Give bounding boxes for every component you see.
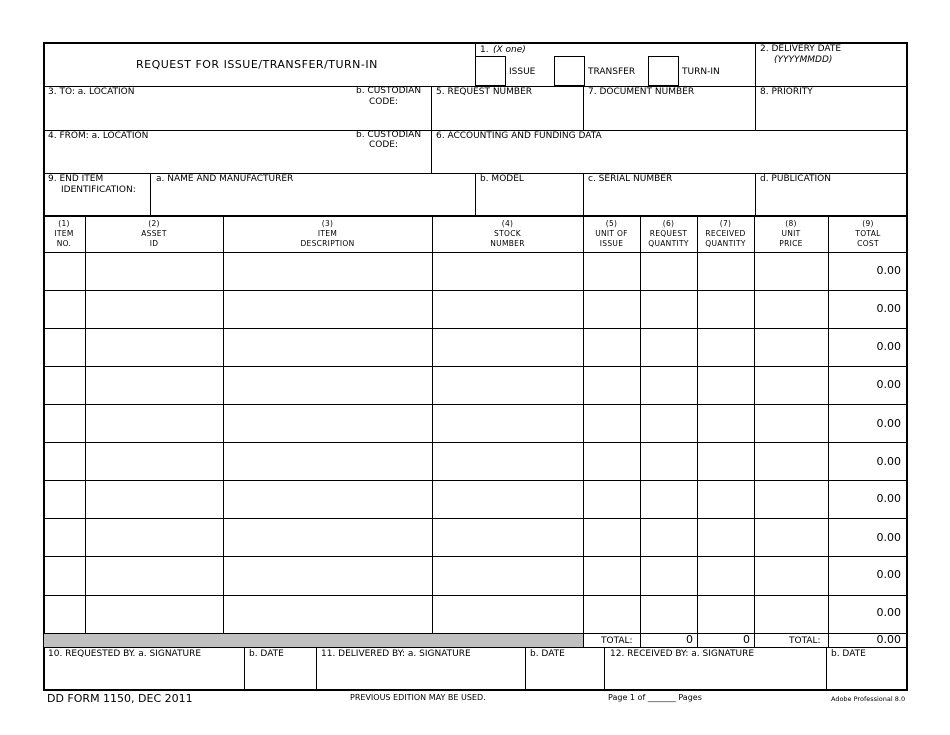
- table-row[interactable]: [44, 405, 907, 442]
- row-total-cost: 0.00: [876, 455, 901, 468]
- table-row[interactable]: [44, 443, 907, 480]
- row-total-cost: 0.00: [876, 378, 901, 391]
- divider: [43, 647, 908, 648]
- from-location-label: 4. FROM: a. LOCATION: [48, 131, 149, 141]
- previous-edition-notice: PREVIOUS EDITION MAY BE USED.: [350, 693, 486, 702]
- table-row[interactable]: [44, 329, 907, 366]
- divider: [826, 647, 827, 691]
- divider: [583, 86, 584, 130]
- from-custodian-code-field[interactable]: [355, 151, 429, 171]
- turn-in-checkbox[interactable]: [648, 56, 679, 86]
- requested-by-date-field[interactable]: [246, 661, 314, 689]
- column-header-asset-id: (2) ASSET ID: [141, 219, 167, 248]
- to-custodian-label: b. CUSTODIAN: [356, 86, 422, 96]
- accounting-label: 6. ACCOUNTING AND FUNDING DATA: [436, 131, 602, 141]
- divider: [43, 215, 908, 217]
- priority-label: 8. PRIORITY: [760, 87, 813, 97]
- received-by-label: 12. RECEIVED BY: a. SIGNATURE: [610, 649, 755, 659]
- column-header-request-quantity: (6) REQUEST QUANTITY: [648, 219, 689, 248]
- delivery-date-label: 2. DELIVERY DATE: [760, 44, 842, 54]
- form-title: REQUEST FOR ISSUE/TRANSFER/TURN-IN: [136, 58, 378, 71]
- total-request-quantity: 0: [686, 633, 693, 646]
- issue-checkbox[interactable]: [475, 56, 506, 86]
- priority-field[interactable]: [757, 98, 906, 128]
- publication-label: d. PUBLICATION: [760, 174, 832, 184]
- model-label: b. MODEL: [480, 174, 524, 184]
- to-location-label: 3. TO: a. LOCATION: [48, 87, 135, 97]
- table-row[interactable]: [44, 596, 907, 633]
- totals-label-cost: TOTAL:: [789, 636, 821, 646]
- table-row[interactable]: [44, 519, 907, 556]
- transfer-label: TRANSFER: [588, 67, 636, 77]
- row-total-cost: 0.00: [876, 417, 901, 430]
- software-version: Adobe Professional 8.0: [831, 695, 906, 703]
- delivered-by-signature-field[interactable]: [318, 661, 523, 689]
- issue-label: ISSUE: [509, 67, 536, 77]
- row-total-cost: 0.00: [876, 302, 901, 315]
- row-total-cost: 0.00: [876, 606, 901, 619]
- publication-field[interactable]: [757, 186, 906, 214]
- delivered-by-date-label: b. DATE: [530, 649, 565, 659]
- received-by-date-label: b. DATE: [831, 649, 866, 659]
- delivery-date-format: (YYYYMMDD): [774, 55, 833, 65]
- end-item-label: 9. END ITEM: [48, 174, 104, 184]
- table-row[interactable]: [44, 557, 907, 595]
- serial-number-field[interactable]: [585, 186, 753, 214]
- column-header-unit-of-issue: (5) UNIT OF ISSUE: [595, 219, 628, 248]
- from-custodian-label: b. CUSTODIAN: [356, 130, 422, 140]
- turn-in-label: TURN-IN: [682, 67, 720, 77]
- serial-number-label: c. SERIAL NUMBER: [588, 174, 673, 184]
- column-header-received-quantity: (7) RECEIVED QUANTITY: [705, 219, 746, 248]
- row-total-cost: 0.00: [876, 340, 901, 353]
- block1-number: 1.: [480, 45, 489, 55]
- transfer-checkbox[interactable]: [554, 56, 585, 86]
- divider: [244, 647, 245, 691]
- name-manufacturer-label: a. NAME AND MANUFACTURER: [156, 174, 294, 184]
- row-total-cost: 0.00: [876, 568, 901, 581]
- totals-label: TOTAL:: [601, 636, 633, 646]
- delivery-date-field[interactable]: [756, 66, 907, 85]
- row-total-cost: 0.00: [876, 531, 901, 544]
- end-item-identification-label: IDENTIFICATION:: [61, 185, 136, 195]
- form-number: DD FORM 1150, DEC 2011: [47, 692, 193, 705]
- request-number-field[interactable]: [433, 98, 581, 128]
- divider: [755, 173, 756, 216]
- table-row[interactable]: [44, 291, 907, 328]
- to-custodian-code-field[interactable]: [355, 108, 429, 128]
- delivered-by-label: 11. DELIVERED BY: a. SIGNATURE: [321, 649, 471, 659]
- page-count: Page 1 of _______ Pages: [608, 693, 702, 702]
- received-by-date-field[interactable]: [828, 661, 906, 689]
- received-by-signature-field[interactable]: [606, 661, 824, 689]
- grand-total-cost: 0.00: [876, 633, 901, 646]
- block1-instruction: (X one): [493, 45, 526, 55]
- requested-by-date-label: b. DATE: [249, 649, 284, 659]
- row-total-cost: 0.00: [876, 492, 901, 505]
- requested-by-signature-field[interactable]: [46, 661, 242, 689]
- divider: [583, 173, 584, 216]
- divider: [475, 173, 476, 216]
- to-custodian-code-label: CODE:: [369, 97, 399, 107]
- column-header-item-no: (1) ITEM NO.: [54, 219, 74, 248]
- divider: [150, 173, 151, 216]
- delivered-by-date-field[interactable]: [527, 661, 602, 689]
- total-received-quantity: 0: [743, 633, 750, 646]
- column-header-total-cost: (9) TOTAL COST: [855, 219, 881, 248]
- divider: [43, 633, 908, 634]
- table-row[interactable]: [44, 367, 907, 404]
- divider: [525, 647, 526, 691]
- divider: [316, 647, 317, 691]
- from-custodian-code-label: CODE:: [369, 140, 399, 150]
- model-field[interactable]: [477, 186, 581, 214]
- document-number-field[interactable]: [585, 98, 753, 128]
- row-total-cost: 0.00: [876, 264, 901, 277]
- name-manufacturer-field[interactable]: [152, 186, 473, 214]
- totals-shaded-area: [44, 634, 583, 647]
- to-location-field[interactable]: [46, 98, 350, 128]
- column-header-stock-number: (4) STOCK NUMBER: [490, 219, 525, 248]
- column-header-unit-price: (8) UNIT PRICE: [779, 219, 803, 248]
- column-header-item-description: (3) ITEM DESCRIPTION: [300, 219, 355, 248]
- table-row[interactable]: [44, 253, 907, 290]
- document-number-label: 7. DOCUMENT NUMBER: [588, 87, 695, 97]
- table-row[interactable]: [44, 481, 907, 518]
- divider: [604, 647, 605, 691]
- from-location-field[interactable]: [46, 142, 350, 171]
- requested-by-label: 10. REQUESTED BY. a. SIGNATURE: [48, 649, 202, 659]
- request-number-label: 5. REQUEST NUMBER: [436, 87, 533, 97]
- divider: [755, 86, 756, 130]
- accounting-field[interactable]: [433, 142, 906, 171]
